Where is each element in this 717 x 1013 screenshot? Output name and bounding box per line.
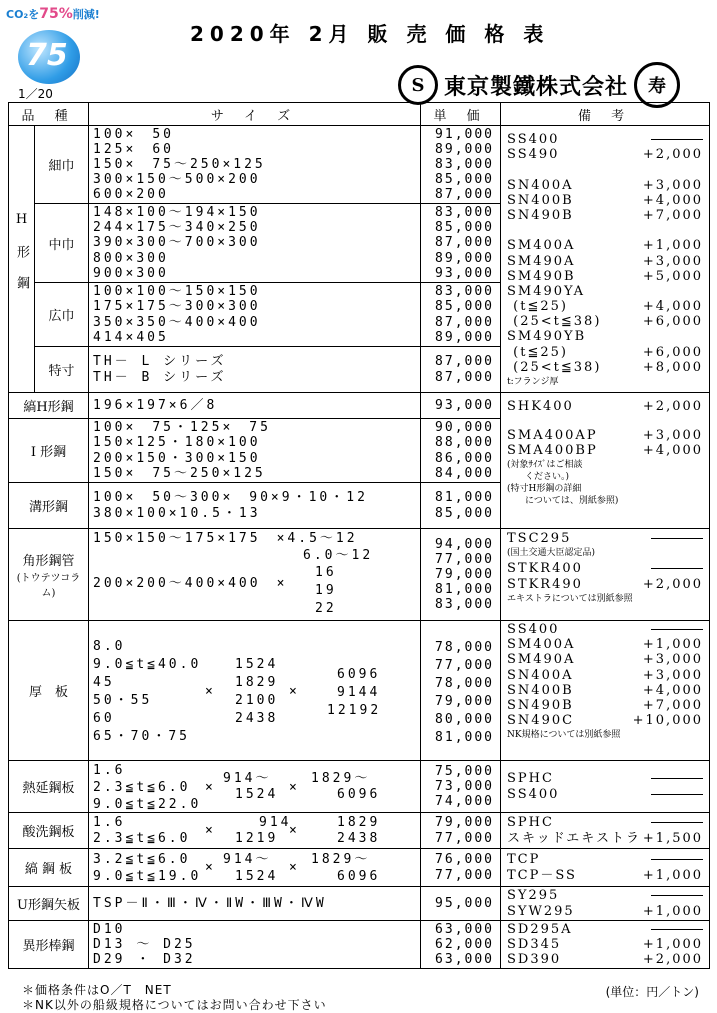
cell-line: 380×100×10.5・13 — [93, 505, 261, 521]
cell-line: 63,000 — [435, 921, 495, 937]
cell-line: 73,000 — [435, 778, 495, 794]
cell-line: TH－ B シリーズ — [93, 369, 227, 385]
company-name: 東京製鐵株式会社 — [444, 74, 629, 100]
row-label: 溝形鋼 — [9, 483, 89, 529]
cell-line: 62,000 — [435, 936, 495, 952]
cell-line: 150×125・180×100 — [93, 435, 261, 451]
cell-line: 93,000 — [435, 265, 495, 281]
price-cell — [421, 849, 501, 887]
price-cell — [421, 761, 501, 813]
notes-netsu — [501, 761, 710, 813]
note-small: については、別紙参照) — [525, 495, 619, 506]
cell-line: 79,000 — [435, 566, 495, 582]
cell-line: 87,000 — [435, 314, 495, 330]
cell-line: 81,000 — [435, 730, 495, 745]
note-row: SN400B +4,000 — [507, 192, 704, 208]
price-cell — [421, 813, 501, 849]
row-label: 異形棒鋼 — [9, 921, 89, 969]
note-row: SPHC — [507, 771, 703, 786]
note-row: SPHC — [507, 815, 703, 830]
table-header-row — [9, 103, 710, 126]
note-small: ください。) — [525, 471, 570, 482]
price-cell — [421, 529, 501, 621]
logo-number: 75 — [26, 38, 68, 73]
note-row: SS490 +2,000 — [507, 147, 704, 163]
table-row — [9, 393, 710, 419]
cell-line: 77,000 — [435, 867, 495, 883]
row-label: 縞H形鋼 — [9, 393, 89, 419]
cell-line: 83,000 — [435, 156, 495, 172]
size-cell — [89, 887, 421, 921]
size-cell — [89, 393, 421, 419]
h-section-label: H形鋼 — [9, 126, 35, 393]
notes-u — [501, 887, 710, 921]
note-row: (25<t≦38) +6,000 — [507, 314, 704, 330]
row-label: 特寸 — [35, 347, 89, 393]
cell-line: 85,000 — [435, 172, 495, 188]
row-label: 酸洗鋼板 — [9, 813, 89, 849]
size-cell: 150×150～175×175 ×4.5～12 6.0～12 200×200～400×400 × 16 19 22 — [89, 529, 421, 621]
price-cell — [421, 419, 501, 483]
note-row: SS400 — [507, 787, 703, 802]
cell-line: 87,000 — [435, 354, 495, 370]
size-cell — [89, 921, 421, 969]
issue-date: 1／20 — [18, 87, 53, 101]
table-row — [9, 761, 710, 813]
note-row: SD345 +1,000 — [507, 936, 704, 952]
note-row: SM400A +1,000 — [507, 238, 704, 254]
note-row: SD295A — [507, 922, 703, 937]
table-row — [9, 921, 710, 969]
footer-note-2: ＊NK以外の船級規格についてはお問い合わせ下さい — [22, 998, 327, 1012]
cell-line: 87,000 — [435, 369, 495, 385]
cell-line: D29 ・ D32 — [93, 952, 196, 968]
note-row: SN490B +7,000 — [507, 697, 704, 713]
cell-line: 78,000 — [435, 676, 495, 691]
company-logo-icon: S — [398, 65, 438, 105]
note-row: SM490A +3,000 — [507, 652, 704, 668]
row-label: 熱延鋼板 — [9, 761, 89, 813]
price-cell — [421, 283, 501, 347]
note-row: SHK400 +2,000 — [507, 399, 704, 414]
cell-line: 88,000 — [435, 435, 495, 451]
note-row: SM490YB — [507, 329, 587, 345]
cell-line: 125× 60 — [93, 141, 174, 157]
cell-line: 80,000 — [435, 712, 495, 727]
note-row: (t≦25) +4,000 — [507, 299, 704, 315]
note-row: (25<t≦38) +8,000 — [507, 359, 704, 375]
cell-line: 900×300 — [93, 265, 169, 281]
size-cell: 1.6 2.3≦t≦6.0 9.0≦t≦22.0 × 914～ 1524 × 1829～ 6096 — [89, 761, 421, 813]
cell-line: 79,000 — [435, 694, 495, 709]
cell-line: 100× 75・125× 75 — [93, 420, 271, 436]
note-row: (t≦25) +6,000 — [507, 344, 704, 360]
table-row — [9, 621, 710, 761]
table-row — [9, 849, 710, 887]
row-label: 中巾 — [35, 204, 89, 283]
row-label: 角形鋼管 (トウテツコラム) — [9, 529, 89, 621]
notes-bou — [501, 921, 710, 969]
cell-line: 84,000 — [435, 465, 495, 481]
cell-line: 77,000 — [435, 658, 495, 673]
note-row: SY295 — [507, 888, 703, 903]
note-row: SN400A +3,000 — [507, 667, 704, 683]
header-price: 単 価 — [421, 103, 501, 126]
price-cell — [421, 621, 501, 761]
note-row: SN400A +3,000 — [507, 177, 704, 193]
dash-line — [651, 139, 703, 147]
cell-line: 91,000 — [435, 126, 495, 142]
cell-line: 75,000 — [435, 763, 495, 779]
dash-line — [651, 629, 703, 637]
note-row: スキッドエキストラ +1,500 — [507, 830, 704, 846]
cell-line: 81,000 — [435, 490, 495, 506]
notes-shima — [501, 849, 710, 887]
cell-line: 83,000 — [435, 205, 495, 221]
note-row: SN490B +7,000 — [507, 207, 704, 223]
cell-line: 83,000 — [435, 597, 495, 613]
seal-icon: 寿 — [634, 62, 680, 108]
cell-line: 77,000 — [435, 551, 495, 567]
cell-line: 390×300～700×300 — [93, 235, 261, 251]
row-label: U形鋼矢板 — [9, 887, 89, 921]
size-cell: 1.6 2.3≦t≦6.0 × 914 1219 × 1829 2438 — [89, 813, 421, 849]
table-row — [9, 529, 710, 621]
note-row — [507, 223, 703, 238]
note-row: SM490A +3,000 — [507, 253, 704, 269]
notes-kaku — [501, 529, 710, 621]
price-cell — [421, 887, 501, 921]
note-row: SS400 — [507, 622, 703, 637]
note-row: STKR400 — [507, 561, 703, 576]
cell-line: 85,000 — [435, 505, 495, 521]
dash-line — [651, 568, 703, 576]
note-row: SMA400AP +3,000 — [507, 428, 704, 444]
note-row: SM490B +5,000 — [507, 268, 704, 284]
note-small: (特寸H形鋼の詳細 — [507, 483, 582, 494]
co2-text: CO₂を75%削減! — [6, 6, 100, 22]
cell-line: 93,000 — [435, 397, 495, 413]
cell-line: 81,000 — [435, 582, 495, 598]
row-label: I 形鋼 — [9, 419, 89, 483]
size-cell — [89, 419, 421, 483]
note-row: (国土交通大臣認定品) — [507, 548, 596, 559]
price-cell — [421, 921, 501, 969]
cell-line: 77,000 — [435, 830, 495, 846]
notes-atsu — [501, 621, 710, 761]
price-table — [8, 102, 710, 969]
dash-line — [651, 859, 703, 867]
note-row: STKR490 +2,000 — [507, 576, 704, 592]
note-row: SM400A +1,000 — [507, 637, 704, 653]
size-cell: 8.0 9.0≦t≦40.0 45 50・55 60 65・70・75 × 1524 1829 2100 2438 × 6096 9144 12192 — [89, 621, 421, 761]
row-label: 広巾 — [35, 283, 89, 347]
note-row: SN400B +4,000 — [507, 682, 704, 698]
dash-line — [651, 929, 703, 937]
cell-line: 196×197×6／8 — [93, 397, 218, 413]
price-cell — [421, 204, 501, 283]
unit-label: (単位：円／トン) — [605, 985, 699, 999]
cell-line: 800×300 — [93, 250, 169, 266]
cell-line: 244×175～340×250 — [93, 220, 261, 236]
footer-note-1: ＊価格条件はO／T NET — [22, 983, 172, 997]
note-row: TCP — [507, 852, 703, 867]
dash-line — [651, 895, 703, 903]
table-row — [9, 813, 710, 849]
note-row: SS400 — [507, 132, 703, 147]
row-label: 細巾 — [35, 126, 89, 204]
cell-line: 87,000 — [435, 235, 495, 251]
size-cell — [89, 204, 421, 283]
dash-line — [651, 794, 703, 802]
note-row: SYW295 +1,000 — [507, 903, 704, 919]
dash-line — [651, 822, 703, 830]
cell-line: 78,000 — [435, 640, 495, 655]
size-cell — [89, 283, 421, 347]
cell-line: 85,000 — [435, 220, 495, 236]
cell-line: 300×150～500×200 — [93, 172, 261, 188]
cell-line: 94,000 — [435, 536, 495, 552]
note-small: (対象ｻｲｽﾞはご相談 — [507, 459, 583, 470]
cell-line: 600×200 — [93, 187, 169, 203]
table-row — [9, 887, 710, 921]
size-cell: 3.2≦t≦6.0 9.0≦t≦19.0 × 914～ 1524 × 1829～ 6096 — [89, 849, 421, 887]
note-row: TCP－SS +1,000 — [507, 867, 704, 883]
cell-line: 350×350～400×400 — [93, 314, 261, 330]
cell-line: TH－ L シリーズ — [93, 354, 227, 370]
cell-line: 95,000 — [435, 895, 495, 911]
size-cell — [89, 483, 421, 529]
header-notes: 備 考 — [501, 103, 710, 126]
cell-line: TSP－Ⅱ・Ⅲ・Ⅳ・ⅡW・ⅢW・ⅣW — [93, 895, 327, 911]
cell-line: 89,000 — [435, 250, 495, 266]
cell-line: 79,000 — [435, 815, 495, 831]
cell-line: D10 — [93, 921, 126, 937]
cell-line: 150× 75～250×125 — [93, 156, 266, 172]
note-row: SM490YA — [507, 283, 586, 299]
cell-line: D13 ～ D25 — [93, 936, 196, 952]
globe-icon — [18, 30, 80, 84]
price-cell — [421, 483, 501, 529]
cell-line: 85,000 — [435, 299, 495, 315]
flange-note: t:フランジ厚 — [507, 377, 559, 387]
row-label: 縞 鋼 板 — [9, 849, 89, 887]
header-kind: 品 種 — [9, 103, 89, 126]
cell-line: 100×100～150×150 — [93, 284, 261, 300]
page-title: 2020年 2月 販 売 価 格 表 — [190, 22, 550, 46]
dash-line — [651, 778, 703, 786]
table-row — [9, 126, 710, 204]
cell-line: 100× 50～300× 90×9・10・12 — [93, 490, 368, 506]
cell-line: 74,000 — [435, 794, 495, 810]
cell-line: 150× 75～250×125 — [93, 465, 266, 481]
note-row: SD390 +2,000 — [507, 952, 704, 968]
note-row: SMA400BP +4,000 — [507, 443, 704, 459]
cell-line: 175×175～300×300 — [93, 299, 261, 315]
notes-i — [501, 393, 710, 529]
cell-line: 86,000 — [435, 450, 495, 466]
size-cell — [89, 347, 421, 393]
cell-line: 90,000 — [435, 420, 495, 436]
cell-line: 200×150・300×150 — [93, 450, 261, 466]
cell-line: 63,000 — [435, 952, 495, 968]
header-size: サ イ ズ — [89, 103, 421, 126]
price-cell — [421, 347, 501, 393]
note-row — [507, 162, 703, 177]
cell-line: 414×405 — [93, 329, 169, 345]
note-row: NK規格については別紙参照 — [507, 730, 621, 741]
notes-san — [501, 813, 710, 849]
price-cell — [421, 393, 501, 419]
note-row: SN490C +10,000 — [507, 713, 704, 729]
price-cell — [421, 126, 501, 204]
cell-line: 100× 50 — [93, 126, 174, 142]
cell-line: 87,000 — [435, 187, 495, 203]
cell-line: 148×100～194×150 — [93, 205, 261, 221]
dash-line — [651, 538, 703, 546]
notes-h — [501, 126, 710, 393]
cell-line: 76,000 — [435, 852, 495, 868]
cell-line: 83,000 — [435, 284, 495, 300]
note-row: エキストラについては別紙参照 — [507, 593, 633, 604]
note-row: TSC295 — [507, 531, 703, 546]
row-label: 厚 板 — [9, 621, 89, 761]
size-cell — [89, 126, 421, 204]
cell-line: 89,000 — [435, 141, 495, 157]
cell-line: 89,000 — [435, 329, 495, 345]
